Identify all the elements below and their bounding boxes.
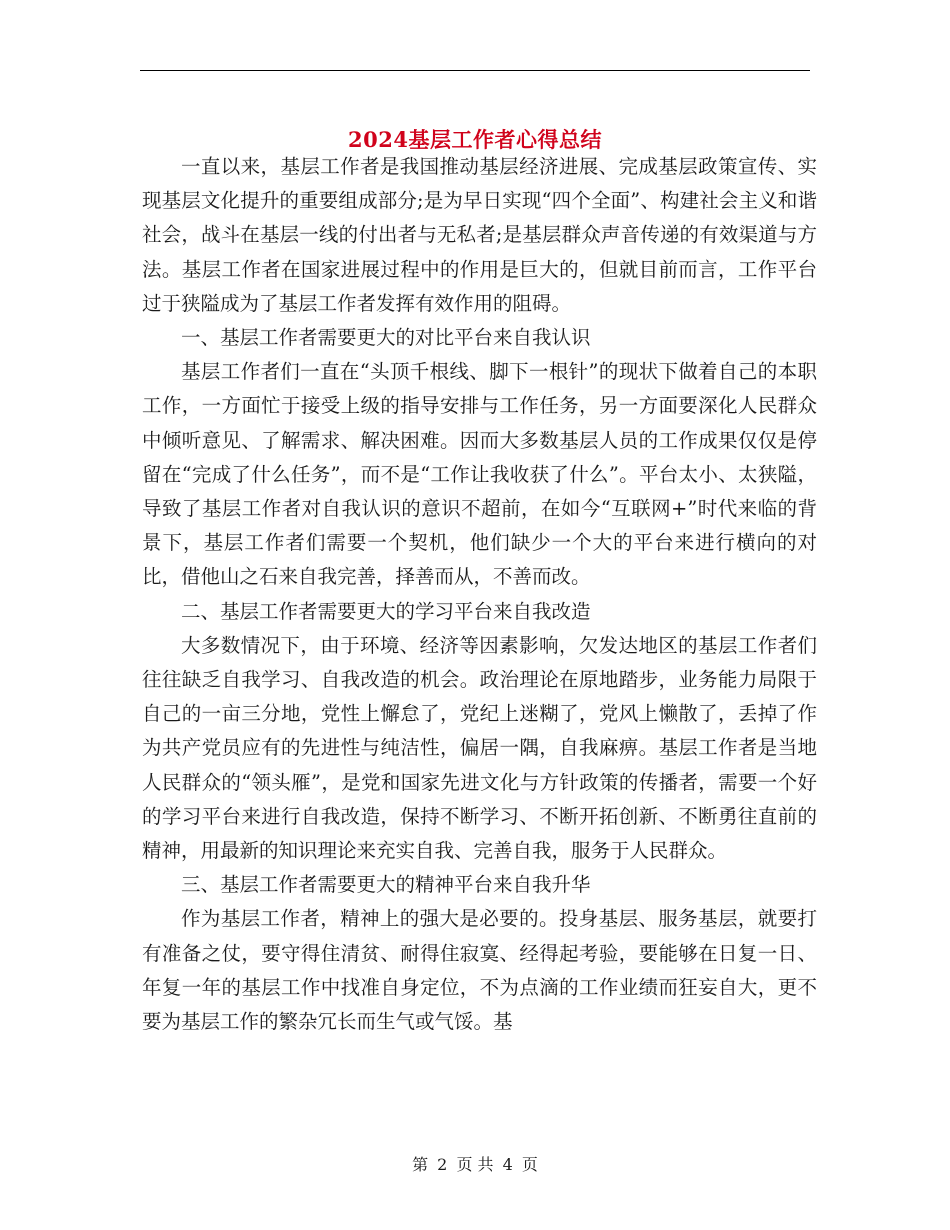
footer-middle: 页 共 (456, 1155, 494, 1174)
header-rule (140, 70, 810, 71)
footer-prefix: 第 (412, 1155, 429, 1174)
paragraph-intro: 一直以来，基层工作者是我国推动基层经济进展、完成基层政策宣传、实现基层文化提升的重要组成部分;是为早日实现“四个全面”、构建社会主义和谐社会，战斗在基层一线的付出者与无私者;是基层群众声音传递的有效渠道与方法。基层工作者在国家进展过程中的作用是巨大的，但就目前而言，工作平台过于狭隘成为了基层工作者发挥有效作用的阻碍。 (142, 155, 817, 315)
paragraph-section-3: 作为基层工作者，精神上的强大是必要的。投身基层、服务基层，就要打有准备之仗，要守得住清贫、耐得住寂寞、经得起考验，要能够在日复一日、年复一年的基层工作中找准自身定位，不为点滴的工作业绩而狂妄自大，更不要为基层工作的繁杂冗长而生气或气馁。基 (142, 907, 817, 1034)
footer-current-page: 2 (437, 1155, 448, 1174)
page-footer (0, 1153, 950, 1177)
footer-suffix: 页 (521, 1155, 538, 1174)
section-heading-2: 二、基层工作者需要更大的学习平台来自我改造 (181, 599, 591, 623)
paragraph-section-2: 大多数情况下，由于环境、经济等因素影响，欠发达地区的基层工作者们往往缺乏自我学习、自我改造的机会。政治理论在原地踏步，业务能力局限于自己的一亩三分地，党性上懈怠了，党纪上迷糊了，党风上懒散了，丢掉了作为共产党员应有的先进性与纯洁性，偏居一隅，自我麻痹。基层工作者是当地人民群众的“领头雁”，是党和国家先进文化与方针政策的传播者，需要一个好的学习平台来进行自我改造，保持不断学习、不断开拓创新、不断勇往直前的精神，用最新的知识理论来充实自我、完善自我，服务于人民群众。 (142, 633, 817, 863)
footer-total-pages: 4 (502, 1155, 513, 1174)
document-body (142, 150, 817, 1039)
document-title: 2024基层工作者心得总结 (348, 127, 602, 153)
paragraph-section-1: 基层工作者们一直在“头顶千根线、脚下一根针”的现状下做着自己的本职工作，一方面忙于接受上级的指导安排与工作任务，另一方面要深化人民群众中倾听意见、了解需求、解决困难。因而大多数基层人员的工作成果仅仅是停留在“完成了什么任务”，而不是“工作让我收获了什么”。平台太小、太狭隘，导致了基层工作者对自我认识的意识不超前，在如今“互联网+”时代来临的背景下，基层工作者们需要一个契机，他们缺少一个大的平台来进行横向的对比，借他山之石来自我完善，择善而从，不善而改。 (142, 360, 817, 589)
section-heading-1: 一、基层工作者需要更大的对比平台来自我认识 (181, 326, 591, 350)
section-heading-3: 三、基层工作者需要更大的精神平台来自我升华 (181, 873, 591, 897)
